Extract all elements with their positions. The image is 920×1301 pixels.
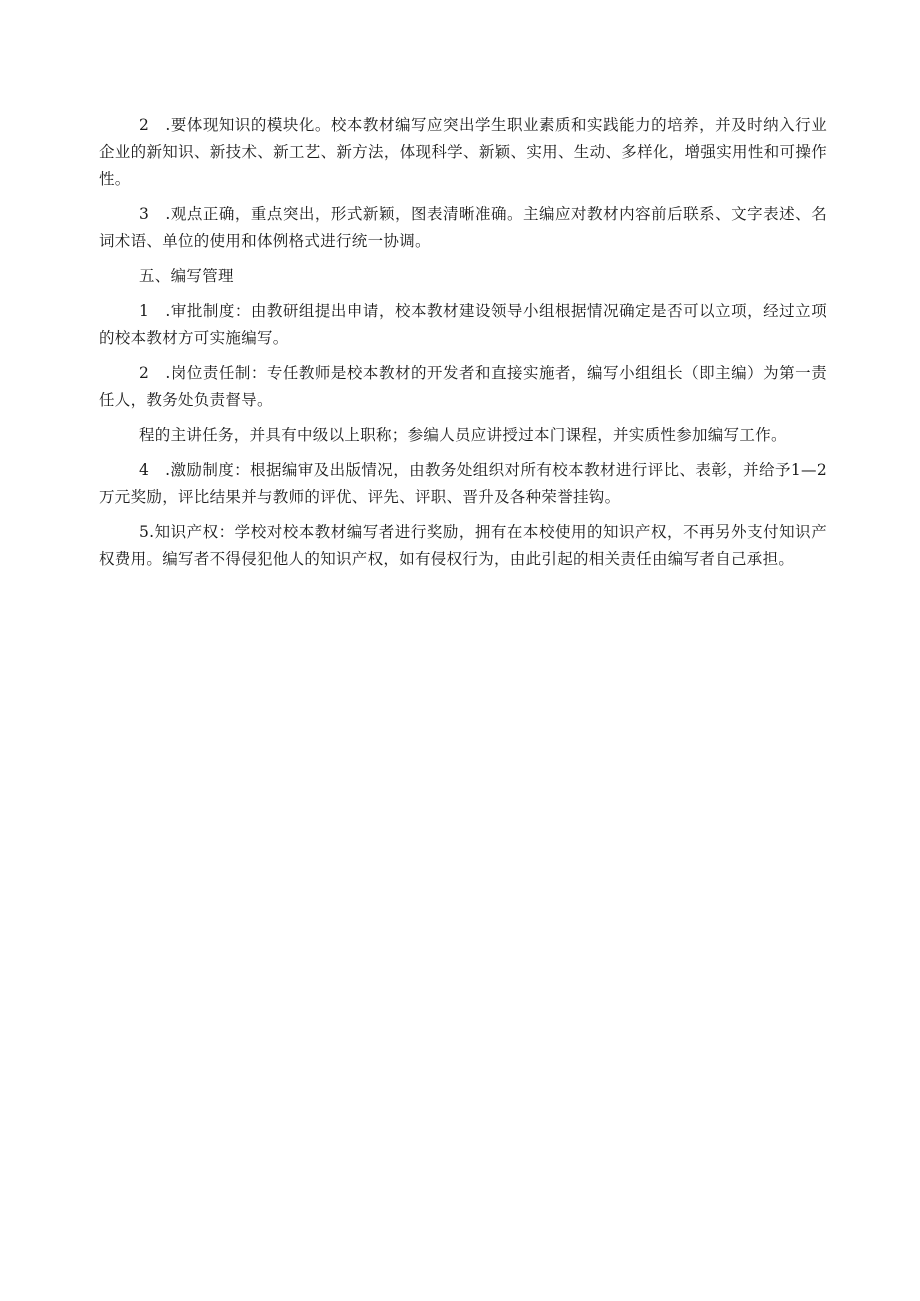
paragraph-approval: 1 .审批制度：由教研组提出申请，校本教材建设领导小组根据情况确定是否可以立项，经过立项的校本教材方可实施编写。 xyxy=(99,302,827,347)
document-body xyxy=(99,112,827,573)
paragraph-lecturer: 程的主讲任务，并具有中级以上职称；参编人员应讲授过本门课程，并实质性参加编写工作。 xyxy=(139,426,787,444)
paragraph-viewpoint: 3 .观点正确，重点突出，形式新颖，图表清晰准确。主编应对教材内容前后联系、文字表述、名词术语、单位的使用和体例格式进行统一协调。 xyxy=(99,205,827,250)
paragraph-spacer xyxy=(99,255,827,263)
paragraph-incentive: 4 .激励制度：根据编审及出版情况，由教务处组织对所有校本教材进行评比、表彰，并给予1—2万元奖励，评比结果并与教师的评优、评先、评职、晋升及各种荣誉挂钩。 xyxy=(99,461,827,506)
paragraph-spacer xyxy=(99,511,827,519)
paragraph-spacer xyxy=(99,449,827,457)
paragraph-spacer xyxy=(99,352,827,360)
paragraph-responsibility: 2 .岗位责任制：专任教师是校本教材的开发者和直接实施者，编写小组组长（即主编）为第一责任人，教务处负责督导。 xyxy=(99,364,827,409)
paragraph-spacer xyxy=(99,414,827,422)
paragraph-ip-rights: 5.知识产权：学校对校本教材编写者进行奖励，拥有在本校使用的知识产权，不再另外支付知识产权费用。编写者不得侵犯他人的知识产权，如有侵权行为，由此引起的相关责任由编写者自己承担。 xyxy=(99,523,827,568)
paragraph-spacer xyxy=(99,193,827,201)
section-heading-management: 五、编写管理 xyxy=(139,267,234,285)
paragraph-spacer xyxy=(99,290,827,298)
paragraph-modularity: 2 .要体现知识的模块化。校本教材编写应突出学生职业素质和实践能力的培养，并及时纳入行业企业的新知识、新技术、新工艺、新方法，体现科学、新颖、实用、生动、多样化，增强实用性和可操作性。 xyxy=(99,116,827,188)
